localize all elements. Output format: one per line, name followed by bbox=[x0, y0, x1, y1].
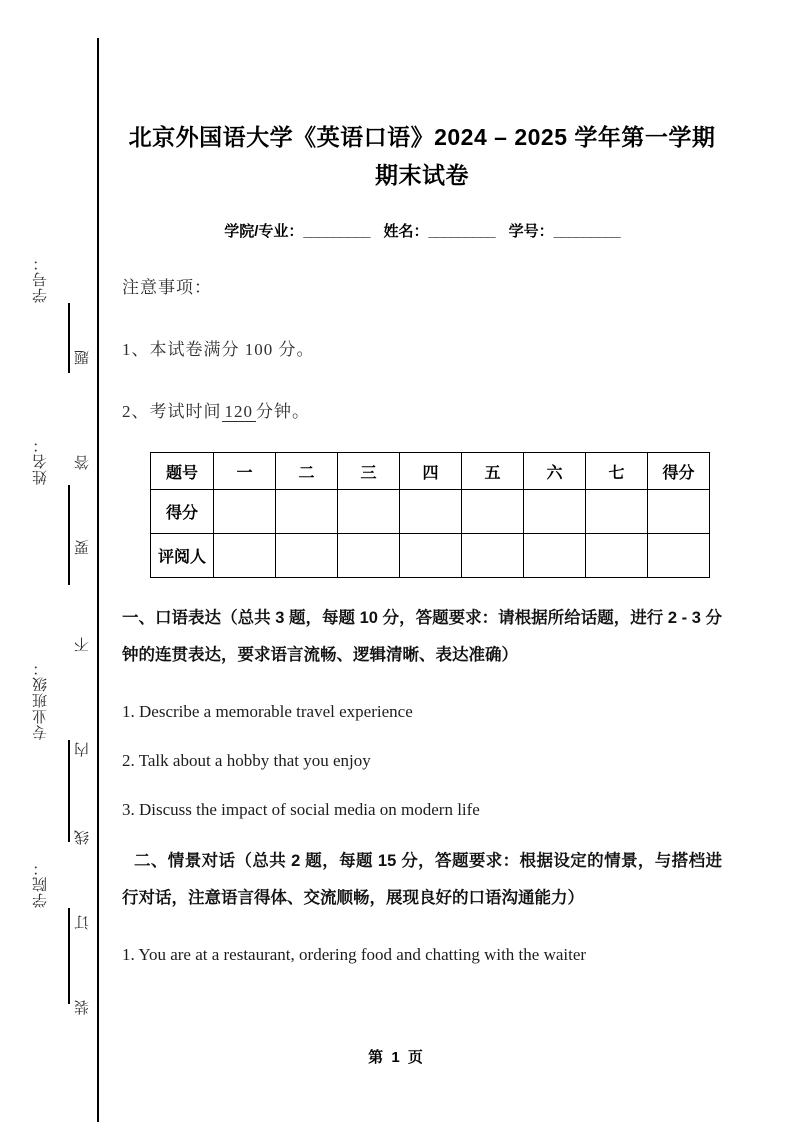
reviewer-row-label: 评阅人 bbox=[151, 534, 214, 578]
binding-margin bbox=[0, 0, 99, 1122]
score-header-total: 得分 bbox=[648, 453, 710, 490]
binding-notice-char-ding: 订 bbox=[75, 915, 91, 930]
score-cell[interactable] bbox=[276, 490, 338, 534]
binding-field-rule bbox=[68, 303, 70, 373]
score-header-q7: 七 bbox=[586, 453, 648, 490]
score-cell[interactable] bbox=[524, 490, 586, 534]
table-row bbox=[151, 490, 710, 534]
name-blank[interactable]: _________ bbox=[428, 223, 495, 240]
section-heading-1: 一、口语表达（总共 3 题，每题 10 分，答题要求：请根据所给话题，进行 2 - 3 分钟的连贯表达，要求语言流畅、逻辑清晰、表达准确） bbox=[122, 609, 722, 664]
score-header-q3: 三 bbox=[338, 453, 400, 490]
binding-field-rule bbox=[68, 908, 70, 1004]
binding-notice-char-da: 答 bbox=[75, 455, 91, 470]
binding-notice-char-yao: 要 bbox=[75, 540, 91, 555]
binding-notice-char-xian: 线 bbox=[75, 830, 91, 845]
score-table-container bbox=[122, 452, 722, 578]
question-item: 2. Talk about a hobby that you enjoy bbox=[122, 751, 371, 770]
reviewer-cell[interactable] bbox=[524, 534, 586, 578]
question-item: 1. Describe a memorable travel experience bbox=[122, 702, 413, 721]
score-cell[interactable] bbox=[214, 490, 276, 534]
score-table bbox=[150, 452, 710, 578]
score-header-q6: 六 bbox=[524, 453, 586, 490]
binding-notice-char-bu: 不 bbox=[75, 637, 91, 652]
college-blank[interactable]: _________ bbox=[303, 223, 370, 240]
binding-field-class bbox=[30, 660, 86, 740]
score-cell[interactable] bbox=[586, 490, 648, 534]
score-row-label: 得分 bbox=[151, 490, 214, 534]
exam-duration-value: 120 bbox=[222, 402, 257, 422]
reviewer-cell[interactable] bbox=[648, 534, 710, 578]
notice-item-2 bbox=[122, 360, 722, 422]
section-heading-2: 二、情景对话（总共 2 题，每题 15 分，答题要求：根据设定的情景，与搭档进行对话，注意语言得体、交流顺畅，展现良好的口语沟通能力） bbox=[122, 852, 722, 907]
question-item: 1. You are at a restaurant, ordering food and chatting with the waiter bbox=[122, 945, 587, 964]
notice-item-1: 1、本试卷满分 100 分。 bbox=[122, 340, 315, 359]
score-header-q4: 四 bbox=[400, 453, 462, 490]
student-info-row bbox=[122, 220, 722, 241]
question-item: 3. Discuss the impact of social media on modern life bbox=[122, 800, 480, 819]
binding-field-student-id bbox=[30, 255, 86, 303]
binding-field-college bbox=[30, 860, 86, 908]
binding-field-label: 学号： bbox=[33, 255, 49, 303]
score-cell[interactable] bbox=[338, 490, 400, 534]
score-header-label: 题号 bbox=[151, 453, 214, 490]
table-row bbox=[151, 534, 710, 578]
college-label: 学院/专业： bbox=[224, 223, 304, 240]
binding-field-label: 专业班级： bbox=[33, 660, 49, 740]
score-header-q1: 一 bbox=[214, 453, 276, 490]
exam-duration-prefix: 2、考试时间 bbox=[122, 402, 222, 421]
binding-vertical-rule bbox=[97, 38, 99, 1122]
binding-notice-char-nei: 内 bbox=[75, 742, 91, 757]
binding-notice-char-ti: 题 bbox=[75, 350, 91, 365]
page-title: 北京外国语大学《英语口语》2024 – 2025 学年第一学期期末试卷 bbox=[128, 124, 716, 188]
binding-field-label: 姓名： bbox=[33, 437, 49, 485]
student-id-label: 学号： bbox=[508, 223, 554, 240]
notice-heading: 注意事项： bbox=[122, 278, 212, 297]
binding-field-rule bbox=[68, 485, 70, 585]
name-label: 姓名： bbox=[383, 223, 429, 240]
exam-duration-suffix: 分钟。 bbox=[256, 402, 310, 421]
binding-notice-char-zhuang: 装 bbox=[75, 1000, 91, 1015]
score-cell[interactable] bbox=[462, 490, 524, 534]
score-cell[interactable] bbox=[400, 490, 462, 534]
binding-field-label: 学院： bbox=[33, 860, 49, 908]
reviewer-cell[interactable] bbox=[338, 534, 400, 578]
score-header-q2: 二 bbox=[276, 453, 338, 490]
reviewer-cell[interactable] bbox=[214, 534, 276, 578]
reviewer-cell[interactable] bbox=[276, 534, 338, 578]
student-id-blank[interactable]: _________ bbox=[553, 223, 620, 240]
reviewer-cell[interactable] bbox=[462, 534, 524, 578]
reviewer-cell[interactable] bbox=[586, 534, 648, 578]
binding-field-rule bbox=[68, 740, 70, 842]
page-footer: 第 1 页 bbox=[368, 1049, 425, 1066]
exam-paper-body bbox=[122, 0, 722, 1122]
score-cell[interactable] bbox=[648, 490, 710, 534]
score-header-q5: 五 bbox=[462, 453, 524, 490]
table-row-header bbox=[151, 453, 710, 490]
reviewer-cell[interactable] bbox=[400, 534, 462, 578]
